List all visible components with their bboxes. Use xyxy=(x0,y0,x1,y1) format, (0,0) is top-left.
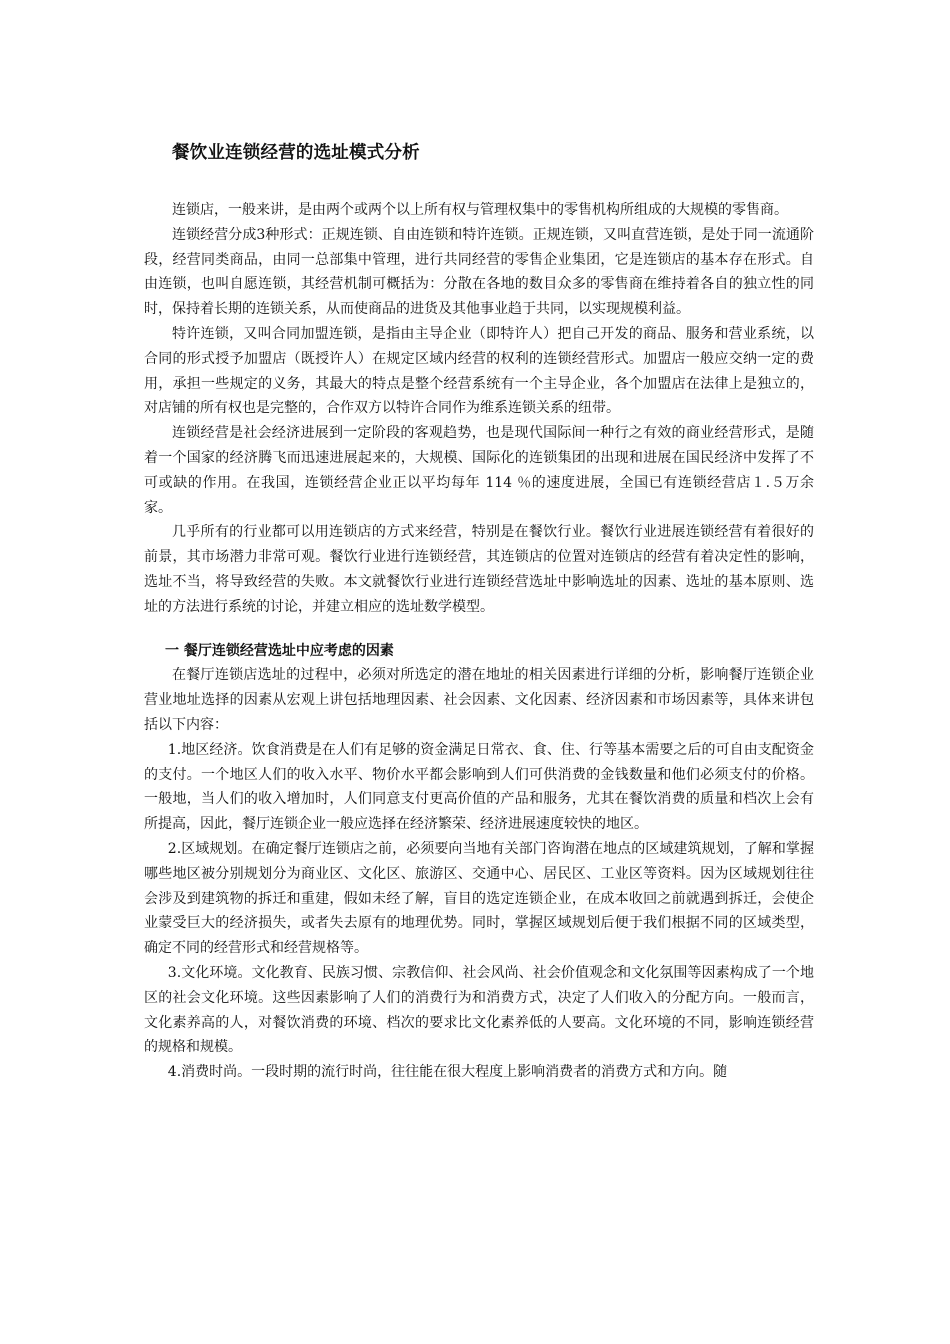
body-paragraph: 特许连锁，又叫合同加盟连锁，是指由主导企业（即特许人）把自己开发的商品、服务和营业系统，以合同的形式授予加盟店（既授许人）在规定区域内经营的权利的连锁经营形式。加盟店一般应交纳一定的费用，承担一些规定的义务，其最大的特点是整个经营系统有一个主导企业，各个加盟店在法律上是独立的，对店铺的所有权也是完整的，合作双方以特许合同作为维系连锁关系的纽带。 xyxy=(144,325,814,417)
list-item: 4.消费时尚。一段时期的流行时尚，往往能在很大程度上影响消费者的消费方式和方向。随 xyxy=(167,1064,728,1081)
body-paragraph: 连锁经营分成3种形式：正规连锁、自由连锁和特许连锁。正规连锁，又叫直营连锁，是处于同一流通阶段，经营同类商品，由同一总部集中管理，进行共同经营的零售企业集团，它是连锁店的基本存在形式。自由连锁，也叫自愿连锁，其经营机制可概括为：分散在各地的数目众多的零售商在维持着各自的独立性的同时，保持着长期的连锁关系，从而使商品的进货及其他事业趋于共同，以实现规模利益。 xyxy=(144,226,814,318)
list-item: 1.地区经济。饮食消费是在人们有足够的资金满足日常衣、食、住、行等基本需要之后的可自由支配资金的支付。一个地区人们的收入水平、物价水平都会影响到人们可供消费的金钱数量和他们必须支付的价格。一般地，当人们的收入增加时，人们同意支付更高价值的产品和服务，尤其在餐饮消费的质量和档次上会有所提高，因此，餐厅连锁企业一般应选择在经济繁荣、经济进展速度较快的地区。 xyxy=(144,741,814,833)
body-paragraph: 连锁经营是社会经济进展到一定阶段的客观趋势，也是现代国际间一种行之有效的商业经营形式，是随着一个国家的经济腾飞而迅速进展起来的，大规模、国际化的连锁集团的出现和进展在国民经济中发挥了不可或缺的作用。在我国，连锁经营企业正以平均每年 114 ％的速度进展，全国已有连锁经营店１.５万余家。 xyxy=(144,425,814,516)
body-paragraph: 连锁店，一般来讲，是由两个或两个以上所有权与管理权集中的零售机构所组成的大规模的零售商。 xyxy=(172,202,788,218)
list-item: 3.文化环境。文化教育、民族习惯、宗教信仰、社会风尚、社会价值观念和文化氛围等因素构成了一个地区的社会文化环境。这些因素影响了人们的消费行为和消费方式，决定了人们收入的分配方向。一般而言，文化素养高的人，对餐饮消费的环境、档次的要求比文化素养低的人要高。文化环境的不同，影响连锁经营的规格和规模。 xyxy=(144,964,814,1056)
document-body xyxy=(144,198,814,1085)
body-paragraph: 几乎所有的行业都可以用连锁店的方式来经营，特别是在餐饮行业。餐饮行业进展连锁经营有着很好的前景，其市场潜力非常可观。餐饮行业进行连锁经营，其连锁店的位置对连锁店的经营有着决定性的影响，选址不当，将导致经营的失败。本文就餐饮行业进行连锁经营选址中影响选址的因素、选址的基本原则、选址的方法进行系统的讨论，并建立相应的选址数学模型。 xyxy=(144,524,814,615)
document-title: 餐饮业连锁经营的选址模式分析 xyxy=(172,143,420,163)
section-intro: 在餐厅连锁店选址的过程中，必须对所选定的潜在地址的相关因素进行详细的分析，影响餐厅连锁企业营业地址选择的因素从宏观上讲包括地理因素、社会因素、文化因素、经济因素和市场因素等，具体来讲包括以下内容： xyxy=(144,667,814,733)
section-heading: 一 餐厅连锁经营选址中应考虑的因素 xyxy=(165,642,394,659)
list-item: 2.区域规划。在确定餐厅连锁店之前，必须要向当地有关部门咨询潜在地点的区域建筑规划，了解和掌握哪些地区被分别规划分为商业区、文化区、旅游区、交通中心、居民区、工业区等资料。因为区域规划往往会涉及到建筑物的拆迁和重建，假如未经了解，盲目的选定连锁企业，在成本收回之前就遇到拆迁，会使企业蒙受巨大的经济损失，或者失去原有的地理优势。同时，掌握区域规划后便于我们根据不同的区域类型，确定不同的经营形式和经营规格等。 xyxy=(144,840,814,957)
